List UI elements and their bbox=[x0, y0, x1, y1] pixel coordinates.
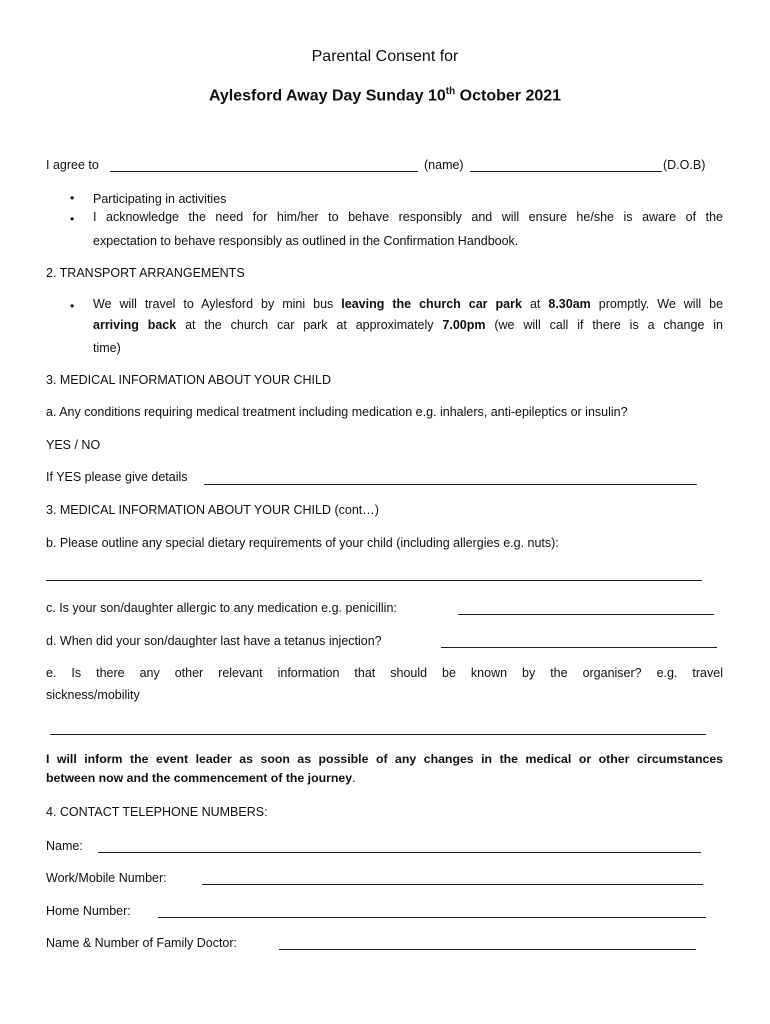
transport-return-time: 7.00pm bbox=[442, 318, 486, 332]
transport-text: at bbox=[521, 297, 549, 311]
medical-question-b: b. Please outline any special dietary requirements of your child (including allergies e.g. nuts): bbox=[46, 536, 559, 550]
yes-no-option[interactable]: YES / NO bbox=[46, 438, 101, 452]
name-label: (name) bbox=[424, 158, 464, 172]
dob-label: (D.O.B) bbox=[663, 158, 706, 172]
notice-line2 bbox=[46, 770, 356, 786]
medical-question-e-line2: sickness/mobility bbox=[46, 688, 140, 702]
work-mobile-label: Work/Mobile Number: bbox=[46, 871, 167, 885]
event-title bbox=[0, 86, 770, 105]
medical-question-e-line1: e. Is there any other relevant information that should be known by the organiser? e.g. travel bbox=[46, 666, 723, 680]
agree-label: I agree to bbox=[46, 158, 99, 172]
form-title: Parental Consent for bbox=[311, 48, 459, 65]
transport-departure: leaving the church car park bbox=[341, 297, 522, 311]
medical-details-field[interactable] bbox=[204, 484, 697, 485]
transport-text: promptly. We will be bbox=[590, 297, 723, 311]
medical-question-a: a. Any conditions requiring medical treatment including medication e.g. inhalers, anti-epileptics or insulin? bbox=[46, 405, 628, 419]
transport-text: We will travel to Aylesford by mini bus bbox=[93, 297, 342, 311]
medical-heading: 3. MEDICAL INFORMATION ABOUT YOUR CHILD bbox=[46, 373, 331, 387]
event-title-ordinal: th bbox=[445, 86, 456, 97]
transport-line3: time) bbox=[93, 341, 121, 355]
contact-name-label: Name: bbox=[46, 839, 83, 853]
dietary-field[interactable] bbox=[46, 580, 702, 581]
transport-text: at the church car park at approximately bbox=[176, 318, 443, 332]
allergy-field[interactable] bbox=[458, 614, 714, 615]
bullet-dot: • bbox=[70, 299, 75, 313]
if-yes-label: If YES please give details bbox=[46, 470, 188, 484]
transport-return: arriving back bbox=[93, 318, 177, 332]
dob-field[interactable] bbox=[470, 171, 662, 172]
event-title-main: Aylesford Away Day Sunday 10 bbox=[208, 87, 446, 105]
bullet-acknowledge-line1: I acknowledge the need for him/her to behave responsibly and will ensure he/she is aware of the bbox=[93, 210, 723, 224]
contact-name-field[interactable] bbox=[98, 852, 701, 853]
work-mobile-field[interactable] bbox=[202, 884, 703, 885]
transport-heading: 2. TRANSPORT ARRANGEMENTS bbox=[46, 266, 245, 280]
home-number-label: Home Number: bbox=[46, 904, 131, 918]
transport-text: (we will call if there is a change in bbox=[485, 318, 723, 332]
contact-heading: 4. CONTACT TELEPHONE NUMBERS: bbox=[46, 805, 268, 819]
home-number-field[interactable] bbox=[158, 917, 706, 918]
event-title-month: October 2021 bbox=[455, 87, 562, 105]
bullet-dot: • bbox=[70, 191, 75, 205]
notice-text: between now and the commencement of the journey bbox=[46, 771, 353, 785]
tetanus-field[interactable] bbox=[441, 647, 717, 648]
medical-question-c: c. Is your son/daughter allergic to any medication e.g. penicillin: bbox=[46, 601, 397, 615]
child-name-field[interactable] bbox=[110, 171, 418, 172]
bullet-dot: • bbox=[70, 212, 75, 226]
notice-period: . bbox=[352, 771, 356, 785]
family-doctor-field[interactable] bbox=[279, 949, 696, 950]
medical-heading-cont: 3. MEDICAL INFORMATION ABOUT YOUR CHILD (cont…) bbox=[46, 503, 379, 517]
transport-line1 bbox=[93, 294, 723, 316]
transport-line2 bbox=[93, 315, 723, 337]
bullet-acknowledge-line2: expectation to behave responsibly as outlined in the Confirmation Handbook. bbox=[93, 234, 519, 248]
medical-question-d: d. When did your son/daughter last have a tetanus injection? bbox=[46, 634, 382, 648]
bullet-participating: Participating in activities bbox=[93, 192, 227, 206]
notice-line1: I will inform the event leader as soon as possible of any changes in the medical or other circumstances bbox=[46, 752, 723, 766]
other-info-field[interactable] bbox=[50, 734, 706, 735]
family-doctor-label: Name & Number of Family Doctor: bbox=[46, 936, 238, 950]
transport-departure-time: 8.30am bbox=[548, 297, 591, 311]
